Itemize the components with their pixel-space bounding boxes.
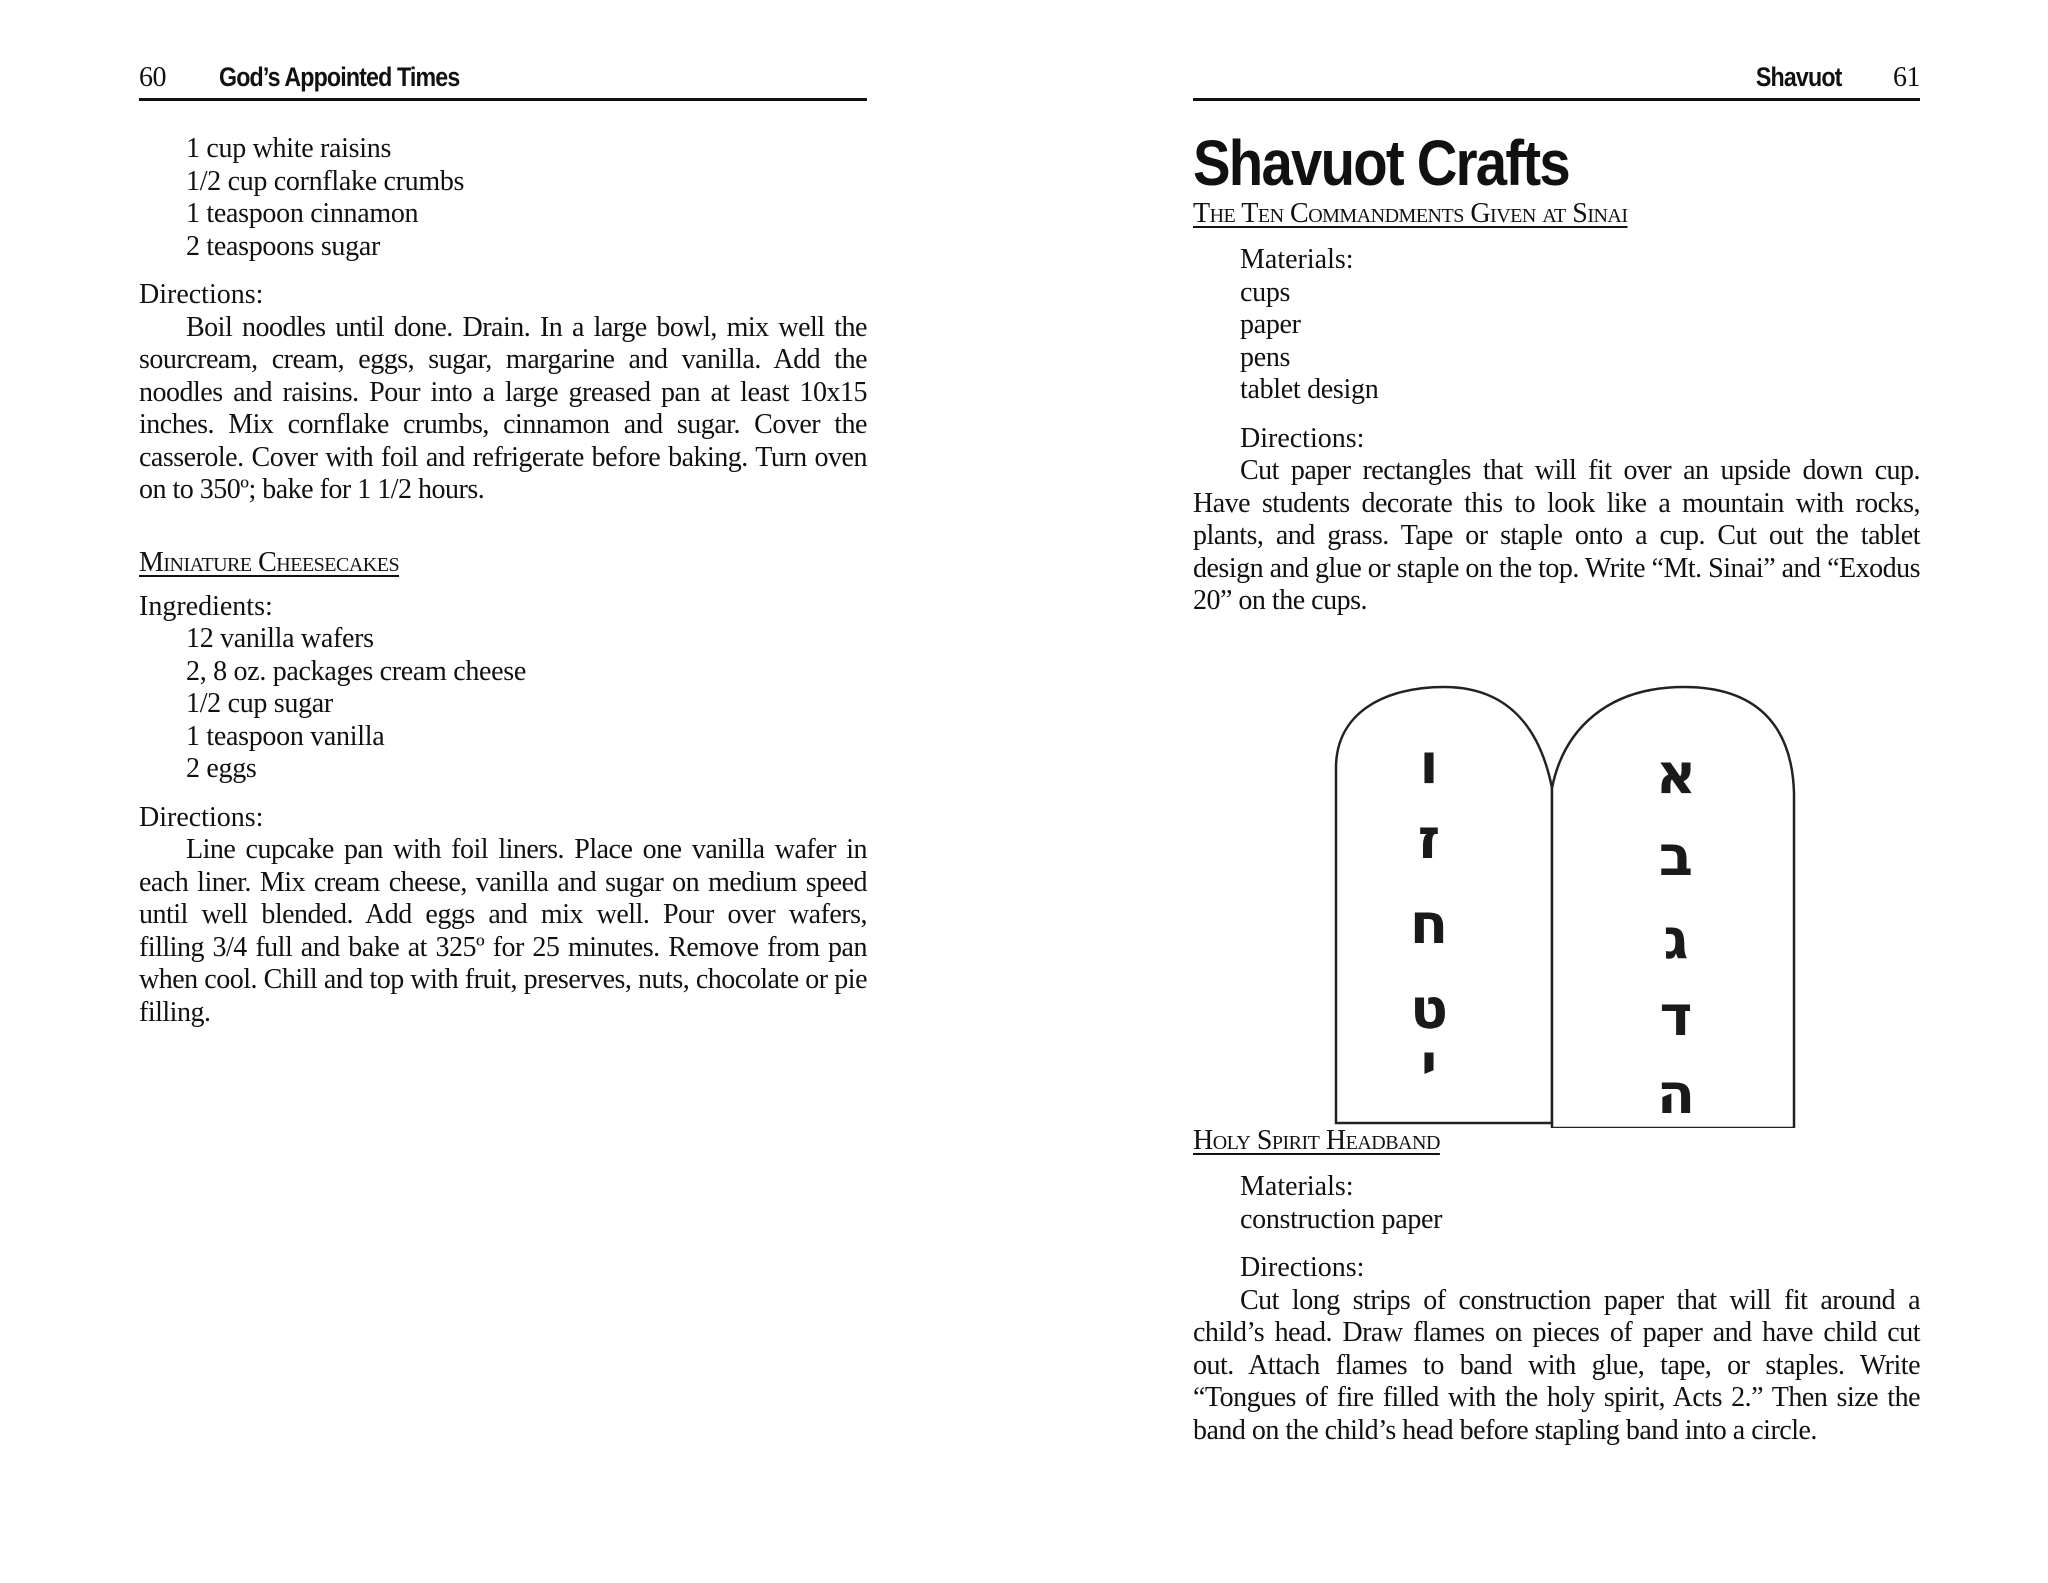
running-head-right — [1193, 60, 1920, 101]
ingredient-list — [139, 623, 867, 786]
material-item: construction paper — [1240, 1203, 1443, 1235]
craft-title: Holy Spirit Headband — [1193, 1125, 1440, 1156]
ingredient-item: 1 cup white raisins — [186, 133, 392, 164]
continued-ingredient-list — [139, 133, 867, 263]
hebrew-letter: ט — [1409, 977, 1449, 1042]
hebrew-letter: ז — [1417, 807, 1441, 872]
book-title: God’s Appointed Times — [219, 62, 460, 92]
ingredient-item: 1 teaspoon vanilla — [186, 720, 385, 752]
hebrew-letter: ו — [1419, 732, 1439, 797]
hebrew-letter: ה — [1656, 1062, 1696, 1127]
directions-text: Cut long strips of construction paper that will fit around a child’s head. Draw flames on pieces of paper and have child cut out. Attach flames to band with glue, tape, or staples. Write “Tongues of fire filled with the holy spirit, Acts 2.” Then size the band on the child’s head before stapling band into a circle. — [1193, 1284, 1920, 1446]
tablets-illustration — [1334, 683, 1804, 1128]
page-title: Shavuot Crafts — [1193, 127, 1569, 199]
hebrew-letter: ח — [1409, 892, 1449, 957]
recipe-title: Miniature Cheesecakes — [139, 546, 400, 578]
hebrew-letter: ג — [1663, 907, 1689, 972]
ingredients-label: Ingredients: — [139, 590, 273, 622]
directions-text: Boil noodles until done. Drain. In a large bowl, mix well the sourcream, cream, eggs, sugar, margarine and vanilla. Add the noodles and raisins. Pour into a large greased pan at least 10x15 inches. Mix cornflake crumbs, cinnamon and sugar. Cover the casserole. Cover with foil and refrigerate before baking. Turn oven on to 350º; bake for 1 1/2 hours. — [139, 311, 867, 505]
material-item: pens — [1240, 341, 1291, 373]
ingredient-item: 2 teaspoons sugar — [186, 230, 380, 262]
ingredient-item: 12 vanilla wafers — [186, 623, 374, 654]
right-content-top — [1193, 128, 1920, 618]
materials-block — [1193, 244, 1920, 407]
page-number: 61 — [1893, 62, 1920, 93]
ten-commandments-tablets-figure — [1334, 683, 1804, 1128]
directions-label: Directions: — [1240, 422, 1365, 454]
page-number: 60 — [139, 62, 166, 93]
left-content — [139, 133, 867, 1029]
craft-title: The Ten Commandments Given at Sinai — [1193, 198, 1628, 229]
ingredient-item: 1 teaspoon cinnamon — [186, 198, 419, 229]
directions-text: Cut paper rectangles that will fit over an upside down cup. Have students decorate this to look like a mountain with rocks, plants, and grass. Tape or staple onto a cup. Cut out the tablet design and glue or staple on the top. Write “Mt. Sinai” and “Exodus 20” on the cups. — [1193, 455, 1920, 616]
materials-label: Materials: — [1240, 1171, 1354, 1202]
directions-label: Directions: — [139, 279, 264, 310]
directions-label: Directions: — [139, 801, 264, 833]
ingredient-item: 2, 8 oz. packages cream cheese — [186, 655, 527, 687]
left-page — [139, 0, 867, 1583]
hebrew-letter: ב — [1658, 824, 1694, 889]
running-head-left — [139, 60, 867, 101]
directions-text: Line cupcake pan with foil liners. Place one vanilla wafer in each liner. Mix cream cheese, vanilla and sugar on medium speed until well blended. Add eggs and mix well. Pour over wafers, filling 3/4 full and bake at 325º for 25 minutes. Remove from pan when cool. Chill and top with fruit, preserves, nuts, chocolate or pie filling. — [139, 834, 867, 1028]
ingredient-item: 2 eggs — [186, 753, 257, 784]
material-item: tablet design — [1240, 374, 1379, 405]
directions-label: Directions: — [1240, 1252, 1365, 1283]
materials-block — [1193, 1171, 1920, 1236]
material-item: cups — [1240, 276, 1291, 308]
ingredient-item: 1/2 cup cornflake crumbs — [186, 165, 465, 197]
hebrew-letter: ד — [1659, 984, 1693, 1049]
material-item: paper — [1240, 309, 1301, 340]
right-content-bottom — [1193, 1125, 1920, 1447]
ingredient-item: 1/2 cup sugar — [186, 688, 333, 719]
hebrew-letter: א — [1655, 742, 1697, 807]
chapter-title: Shavuot — [1756, 62, 1842, 92]
hebrew-letter: י — [1420, 1032, 1438, 1097]
materials-label: Materials: — [1240, 244, 1354, 275]
